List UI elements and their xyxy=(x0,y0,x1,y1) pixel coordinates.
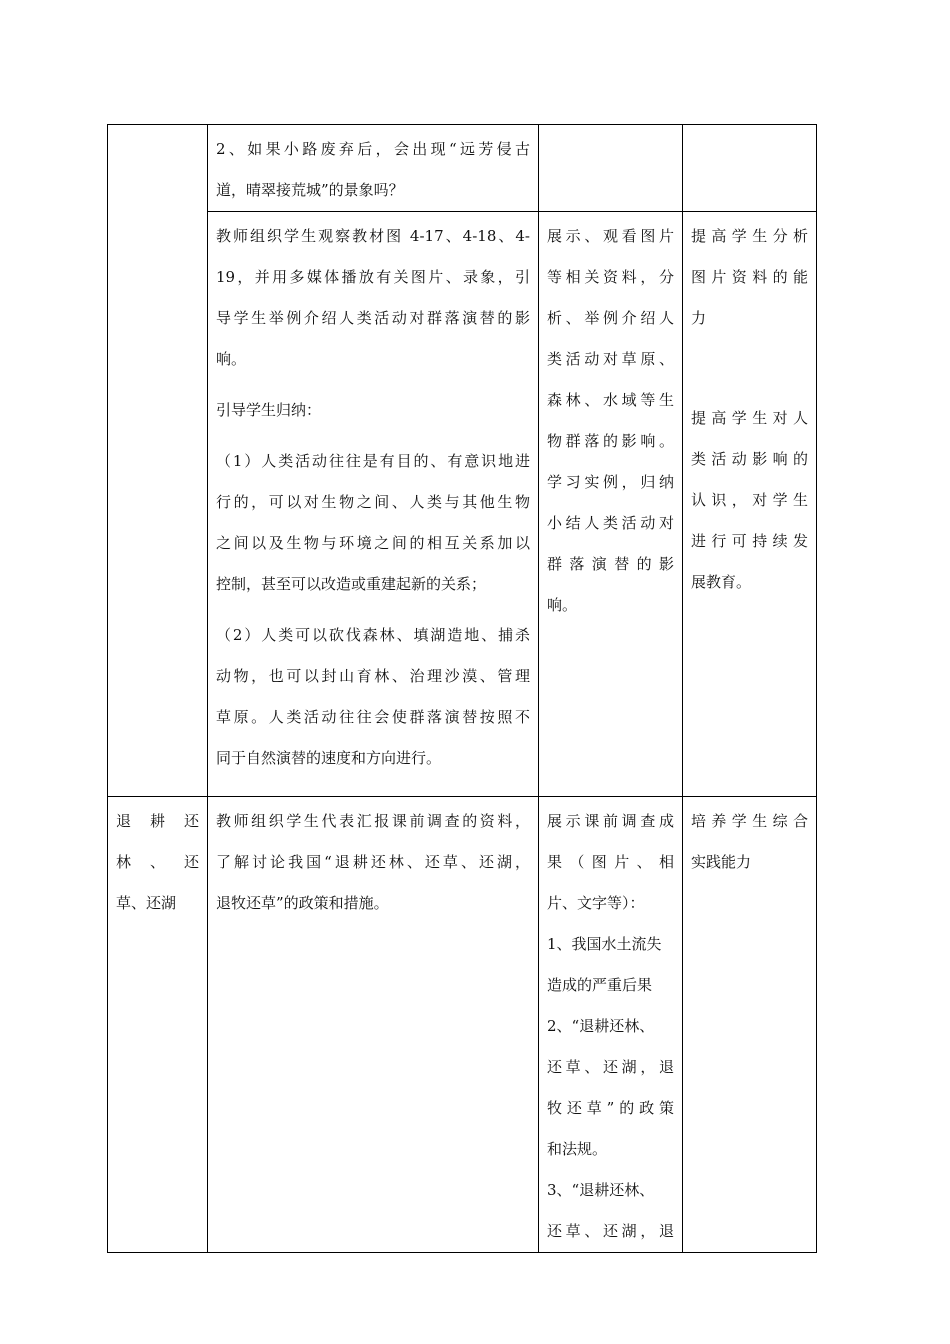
text-line: 行的，可以对生物之间、人类与其他生物 xyxy=(216,493,530,511)
text-line: 物群落的影响。 xyxy=(547,432,674,450)
text-line: 类活动影响的 xyxy=(691,450,808,468)
text-line: 析、举例介绍人 xyxy=(547,309,674,327)
text-line: 图片资料的能 xyxy=(691,268,808,286)
text-line: 类活动对草原、 xyxy=(547,350,674,368)
text-line: 展示课前调查成 xyxy=(547,812,674,830)
text-line: 培养学生综合 xyxy=(691,812,808,830)
text-line: 展教育。 xyxy=(691,573,752,591)
text-line: 展示、观看图片 xyxy=(547,227,674,245)
question-cell xyxy=(208,125,539,212)
teacher-activity-cell xyxy=(208,212,539,797)
text-line: （2）人类可以砍伐森林、填湖造地、捕杀 xyxy=(216,626,530,644)
student-activity-cell xyxy=(539,212,683,797)
text-line: 了解讨论我国“退耕还林、还草、还湖， xyxy=(216,853,530,871)
lesson-plan-table xyxy=(107,124,817,1253)
design-intent-cell xyxy=(683,797,817,1253)
text-line: 小结人类活动对 xyxy=(547,514,674,532)
design-intent-cell xyxy=(683,212,817,797)
text-line: 响。 xyxy=(547,596,578,614)
text-line: 1、我国水土流失 xyxy=(547,935,662,953)
text-line: 2、“退耕还林、 xyxy=(547,1017,655,1035)
text-line: 3、“退耕还林、 xyxy=(547,1181,655,1199)
student-activity-cell xyxy=(539,797,683,1253)
section-cell-empty xyxy=(108,125,208,797)
text-line: 进行可持续发 xyxy=(691,532,808,550)
text-line: 造成的严重后果 xyxy=(547,976,653,994)
text-line: 2、如果小路废弃后，会出现“远芳侵古 xyxy=(216,140,530,158)
text-line: 之间以及生物与环境之间的相互关系加以 xyxy=(216,534,530,552)
text-line: 等相关资料，分 xyxy=(547,268,674,286)
table-row xyxy=(108,125,817,212)
text-line: 同于自然演替的速度和方向进行。 xyxy=(216,749,442,767)
text-line: 森林、水域等生 xyxy=(547,391,674,409)
text-line: 力 xyxy=(691,309,707,327)
text-line: 提高学生分析 xyxy=(691,227,808,245)
text-line: 实践能力 xyxy=(691,853,752,871)
table-row xyxy=(108,797,817,1253)
text-line: 19，并用多媒体播放有关图片、录象，引 xyxy=(216,268,530,286)
text-line: 还草、还湖，退 xyxy=(547,1058,674,1076)
text-line: 教师组织学生代表汇报课前调查的资料， xyxy=(216,812,530,830)
text-line: 学习实例，归纳 xyxy=(547,473,674,491)
text-line: 控制，甚至可以改造或重建起新的关系； xyxy=(216,575,487,593)
text-line: 牧还草”的政策 xyxy=(547,1099,674,1117)
text-line: 群落演替的影 xyxy=(547,555,674,573)
text-line: 和法规。 xyxy=(547,1140,608,1158)
text-line: 提高学生对人 xyxy=(691,409,808,427)
student-activity-cell-empty xyxy=(539,125,683,212)
text-line: 草原。人类活动往往会使群落演替按照不 xyxy=(216,708,530,726)
text-line: 教师组织学生观察教材图 4-17、4-18、4- xyxy=(216,227,530,245)
text-line: 退 耕 还 xyxy=(116,812,199,830)
text-line: 林 、 还 xyxy=(116,853,199,871)
text-line: 导学生举例介绍人类活动对群落演替的影 xyxy=(216,309,530,327)
teacher-activity-cell xyxy=(208,797,539,1253)
text-line: 道，晴翠接荒城”的景象吗？ xyxy=(216,181,404,199)
design-intent-cell-empty xyxy=(683,125,817,212)
text-line: 退牧还草”的政策和措施。 xyxy=(216,894,389,912)
text-line: 认识，对学生 xyxy=(691,491,808,509)
table-row xyxy=(108,212,817,797)
text-line: 还草、还湖，退 xyxy=(547,1222,674,1240)
text-line: 片、文字等）： xyxy=(547,894,645,912)
text-line: 果（图片、相 xyxy=(547,853,674,871)
text-line: 动物，也可以封山育林、治理沙漠、管理 xyxy=(216,667,530,685)
section-title-cell xyxy=(108,797,208,1253)
summary-label: 引导学生归纳： xyxy=(216,401,322,419)
text-line: （1）人类活动往往是有目的、有意识地进 xyxy=(216,452,530,470)
text-line: 草、还湖 xyxy=(116,894,177,912)
text-line: 响。 xyxy=(216,350,247,368)
